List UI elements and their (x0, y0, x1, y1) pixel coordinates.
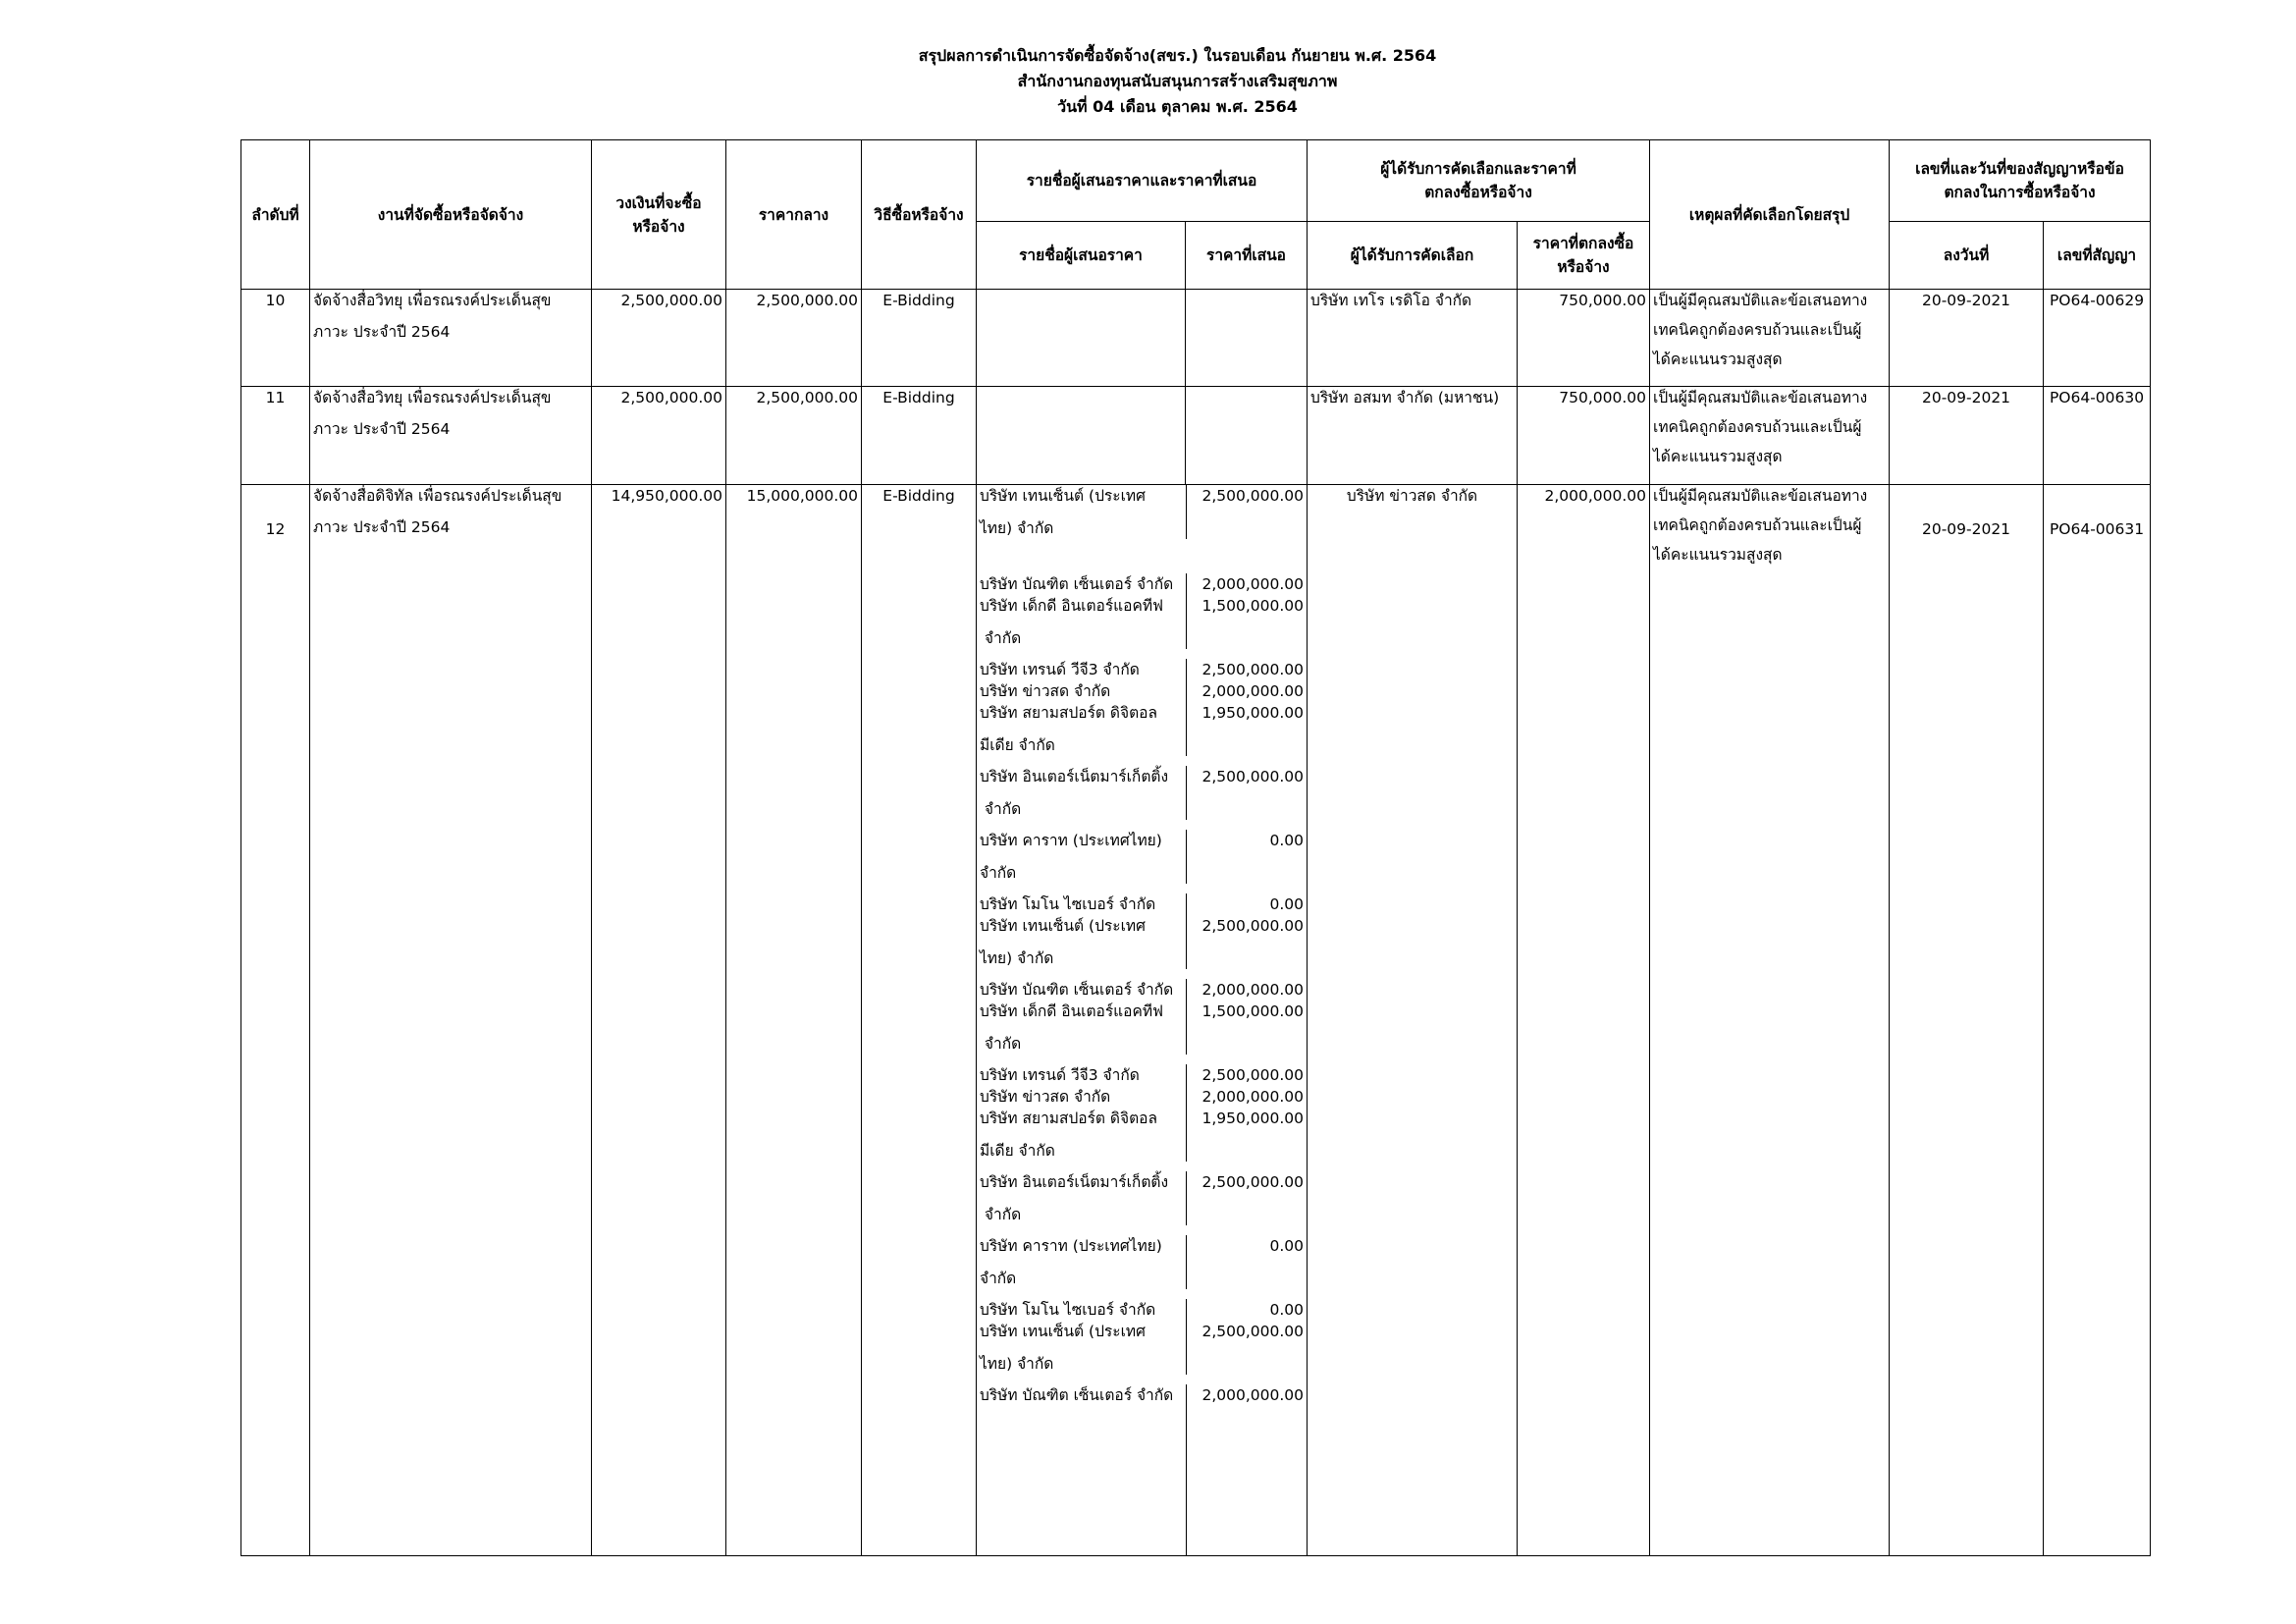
contract-date-cell: 20-09-2021 (1890, 387, 2044, 485)
bid-entry (977, 1321, 1307, 1375)
bid-price: 0.00 (1269, 1237, 1304, 1255)
bidder-name-line: บริษัท บัณฑิต เซ็นเตอร์ จำกัด (980, 1386, 1174, 1404)
bid-entry (977, 573, 1307, 595)
bidder-name-line: บริษัท เทนเซ็นต์ (ประเทศ (980, 487, 1146, 505)
budget-cell: 14,950,000.00 (592, 485, 726, 1556)
task-line: ภาวะ ประจำปี 2564 (313, 420, 451, 438)
bid-entry (977, 1001, 1307, 1055)
row-number: 10 (241, 290, 310, 387)
contract-date-cell: 20-09-2021 (1890, 290, 2044, 387)
table-row (241, 387, 2151, 485)
method-cell: E-Bidding (862, 485, 977, 1556)
bid-entry (977, 1086, 1307, 1108)
bid-price: 2,500,000.00 (1201, 1173, 1304, 1191)
report-title: สรุปผลการดำเนินการจัดซื้อจัดจ้าง(สขร.) ในรอบเดือน กันยายน พ.ศ. 2564 (918, 46, 1437, 65)
reason-line: ได้คะแนนรวมสูงสุด (1653, 546, 1783, 564)
bids-cell (977, 485, 1308, 1556)
reason-line: เป็นผู้มีคุณสมบัติและข้อเสนอทาง (1653, 487, 1868, 505)
bid-price: 0.00 (1269, 832, 1304, 849)
bidder-name (977, 1086, 1187, 1108)
reason-line: เทคนิคถูกต้องครบถ้วนและเป็นผู้ (1653, 418, 1862, 436)
contract-date-cell: 20-09-2021 (1890, 485, 2044, 1556)
reason-line: เทคนิคถูกต้องครบถ้วนและเป็นผู้ (1653, 516, 1862, 534)
bid-price-cell (1186, 290, 1308, 387)
contract-no-cell: PO64-00630 (2044, 387, 2151, 485)
winner-cell: บริษัท ข่าวสด จำกัด (1308, 485, 1518, 1556)
bidder-name (977, 659, 1187, 680)
bidder-name-line: ไทย) จำกัด (980, 949, 1054, 967)
bidder-name-line: บริษัท เทนเซ็นต์ (ประเทศ (980, 917, 1146, 935)
bidder-name (977, 1321, 1187, 1375)
median-price-cell: 2,500,000.00 (726, 290, 862, 387)
task-cell (310, 485, 592, 1556)
bid-price: 2,500,000.00 (1201, 1066, 1304, 1084)
bidder-name (977, 680, 1187, 702)
task-line: ภาวะ ประจำปี 2564 (313, 323, 451, 341)
bid-price: 2,500,000.00 (1201, 917, 1304, 935)
task-line: ภาวะ ประจำปี 2564 (313, 518, 451, 536)
task-cell (310, 387, 592, 485)
col-header-winner-group: ผู้ได้รับการคัดเลือกและราคาที่ตกลงซื้อหรือจ้าง (1308, 140, 1650, 222)
bid-price: 2,500,000.00 (1201, 1323, 1304, 1340)
winner-cell: บริษัท อสมท จำกัด (มหาชน) (1308, 387, 1518, 485)
reason-line: ได้คะแนนรวมสูงสุด (1653, 351, 1783, 368)
report-date: วันที่ 04 เดือน ตุลาคม พ.ศ. 2564 (1057, 97, 1298, 116)
bidder-name (977, 1108, 1187, 1162)
bid-entry (977, 1064, 1307, 1086)
contract-no-cell: PO64-00629 (2044, 290, 2151, 387)
bid-price: 2,500,000.00 (1201, 768, 1304, 785)
bidder-name-line: บริษัท ข่าวสด จำกัด (980, 682, 1111, 700)
bidder-name-line: จำกัด (980, 1206, 1022, 1223)
bid-entry (977, 1235, 1307, 1289)
bidder-name (977, 1235, 1187, 1289)
col-header-contract-no: เลขที่สัญญา (2044, 222, 2151, 290)
col-header-budget: วงเงินที่จะซื้อหรือจ้าง (592, 140, 726, 290)
bids-list (977, 485, 1307, 1555)
bidder-name-line: บริษัท คาราท (ประเทศไทย) (980, 1237, 1162, 1255)
agreed-price-cell: 750,000.00 (1518, 387, 1650, 485)
bidder-name-cell (977, 290, 1186, 387)
bid-entry (977, 659, 1307, 680)
bidder-name-line: บริษัท เด็กดี อินเตอร์แอคทีฟ (980, 597, 1164, 615)
bidder-name (977, 979, 1187, 1001)
bidder-name-line: บริษัท อินเตอร์เน็ตมาร์เก็ตติ้ง (980, 1173, 1169, 1191)
bidder-name-line: บริษัท โมโน ไซเบอร์ จำกัด (980, 895, 1156, 913)
bidder-name-line: จำกัด (980, 800, 1022, 818)
method-cell: E-Bidding (862, 290, 977, 387)
bidder-name-cell (977, 387, 1186, 485)
document-header (0, 43, 2296, 120)
bid-entry (977, 766, 1307, 820)
bidder-name-line: บริษัท คาราท (ประเทศไทย) (980, 832, 1162, 849)
col-header-winner: ผู้ได้รับการคัดเลือก (1308, 222, 1518, 290)
bid-price: 0.00 (1269, 895, 1304, 913)
reason-cell (1650, 290, 1890, 387)
bid-price: 2,000,000.00 (1201, 1088, 1304, 1106)
bid-price-cell (1186, 387, 1308, 485)
bid-price: 2,000,000.00 (1201, 682, 1304, 700)
bidder-name-line: ไทย) จำกัด (980, 519, 1054, 537)
bidder-name (977, 1171, 1187, 1225)
bidder-name (977, 1064, 1187, 1086)
reason-cell (1650, 387, 1890, 485)
budget-cell: 2,500,000.00 (592, 290, 726, 387)
bidder-name-line: บริษัท เด็กดี อินเตอร์แอคทีฟ (980, 1002, 1164, 1020)
table-row (241, 485, 2151, 1556)
bid-entry (977, 979, 1307, 1001)
reason-line: เป็นผู้มีคุณสมบัติและข้อเสนอทาง (1653, 292, 1868, 309)
bidder-name-line: มีเดีย จำกัด (980, 1142, 1055, 1160)
bidder-name (977, 485, 1187, 539)
bidder-name-line: บริษัท เทรนด์ วีจี3 จำกัด (980, 1066, 1140, 1084)
bidder-name-line: จำกัด (980, 864, 1017, 882)
procurement-table (240, 139, 2151, 1556)
col-header-median: ราคากลาง (726, 140, 862, 290)
row-number: 11 (241, 387, 310, 485)
col-header-task: งานที่จัดซื้อหรือจัดจ้าง (310, 140, 592, 290)
bidder-name (977, 830, 1187, 884)
bid-price: 2,500,000.00 (1201, 487, 1304, 505)
bid-price: 0.00 (1269, 1301, 1304, 1319)
col-header-contract-group: เลขที่และวันที่ของสัญญาหรือข้อตกลงในการซื้อหรือจ้าง (1890, 140, 2151, 222)
bidder-name (977, 893, 1187, 915)
bid-entry (977, 915, 1307, 969)
bidder-name (977, 915, 1187, 969)
agreed-price-cell: 750,000.00 (1518, 290, 1650, 387)
table-row (241, 290, 2151, 387)
bidder-name-line: บริษัท ข่าวสด จำกัด (980, 1088, 1111, 1106)
bidder-name-line: จำกัด (980, 629, 1022, 647)
row-number: 12 (241, 485, 310, 1556)
bidder-name (977, 766, 1187, 820)
bidder-name-line: บริษัท เทรนด์ วีจี3 จำกัด (980, 661, 1140, 678)
bidder-name (977, 1384, 1187, 1406)
bid-price: 2,000,000.00 (1201, 1386, 1304, 1404)
bidder-name (977, 573, 1187, 595)
col-header-agreed-price: ราคาที่ตกลงซื้อหรือจ้าง (1518, 222, 1650, 290)
col-header-bidder-name: รายชื่อผู้เสนอราคา (977, 222, 1186, 290)
bid-entry (977, 893, 1307, 915)
bidder-name-line: บริษัท บัณฑิต เซ็นเตอร์ จำกัด (980, 575, 1174, 593)
bid-entry (977, 1171, 1307, 1225)
col-header-date: ลงวันที่ (1890, 222, 2044, 290)
bidder-name (977, 595, 1187, 649)
bids-filler (977, 1406, 1187, 1555)
bid-entry (977, 830, 1307, 884)
task-cell (310, 290, 592, 387)
bid-entry (977, 485, 1307, 539)
bidder-name-line: บริษัท อินเตอร์เน็ตมาร์เก็ตติ้ง (980, 768, 1169, 785)
bid-price: 2,500,000.00 (1201, 661, 1304, 678)
budget-cell: 2,500,000.00 (592, 387, 726, 485)
reason-line: เป็นผู้มีคุณสมบัติและข้อเสนอทาง (1653, 389, 1868, 406)
contract-no-cell: PO64-00631 (2044, 485, 2151, 1556)
bidder-name-line: ไทย) จำกัด (980, 1355, 1054, 1373)
bidder-name (977, 1001, 1187, 1055)
col-header-no: ลำดับที่ (241, 140, 310, 290)
bidder-name-line: บริษัท โมโน ไซเบอร์ จำกัด (980, 1301, 1156, 1319)
bid-entry (977, 702, 1307, 756)
col-header-method: วิธีซื้อหรือจ้าง (862, 140, 977, 290)
median-price-cell: 2,500,000.00 (726, 387, 862, 485)
task-line: จัดจ้างสื่อดิจิทัล เพื่อรณรงค์ประเด็นสุข (313, 487, 562, 505)
bidder-name-line: บริษัท บัณฑิต เซ็นเตอร์ จำกัด (980, 981, 1174, 999)
method-cell: E-Bidding (862, 387, 977, 485)
bid-price: 2,000,000.00 (1201, 981, 1304, 999)
bidder-name-line: มีเดีย จำกัด (980, 736, 1055, 754)
bid-entry (977, 1299, 1307, 1321)
bid-price: 1,500,000.00 (1201, 1002, 1304, 1020)
bidder-name-line: บริษัท สยามสปอร์ต ดิจิตอล (980, 704, 1157, 722)
bid-price: 1,500,000.00 (1201, 597, 1304, 615)
bid-price: 1,950,000.00 (1201, 704, 1304, 722)
reason-cell (1650, 485, 1890, 1556)
bid-entry (977, 1108, 1307, 1162)
reason-line: ได้คะแนนรวมสูงสุด (1653, 448, 1783, 465)
bid-entry (977, 1384, 1307, 1406)
bidder-name-line: จำกัด (980, 1035, 1022, 1053)
col-header-bid-price: ราคาที่เสนอ (1186, 222, 1308, 290)
agency-name: สำนักงานกองทุนสนับสนุนการสร้างเสริมสุขภาพ (1017, 72, 1338, 90)
col-header-reason: เหตุผลที่คัดเลือกโดยสรุป (1650, 140, 1890, 290)
bidder-name-line: บริษัท สยามสปอร์ต ดิจิตอล (980, 1110, 1157, 1127)
bid-price: 2,000,000.00 (1201, 575, 1304, 593)
bidder-name-line: จำกัด (980, 1270, 1017, 1287)
agreed-price-cell: 2,000,000.00 (1518, 485, 1650, 1556)
bid-entry (977, 680, 1307, 702)
median-price-cell: 15,000,000.00 (726, 485, 862, 1556)
bidder-name (977, 1299, 1187, 1321)
task-line: จัดจ้างสื่อวิทยุ เพื่อรณรงค์ประเด็นสุข (313, 389, 552, 406)
col-header-bidders-group: รายชื่อผู้เสนอราคาและราคาที่เสนอ (977, 140, 1308, 222)
bidder-name (977, 702, 1187, 756)
bid-price: 1,950,000.00 (1201, 1110, 1304, 1127)
bid-entry (977, 595, 1307, 649)
winner-cell: บริษัท เทโร เรดิโอ จำกัด (1308, 290, 1518, 387)
task-line: จัดจ้างสื่อวิทยุ เพื่อรณรงค์ประเด็นสุข (313, 292, 552, 309)
bidder-name-line: บริษัท เทนเซ็นต์ (ประเทศ (980, 1323, 1146, 1340)
reason-line: เทคนิคถูกต้องครบถ้วนและเป็นผู้ (1653, 321, 1862, 339)
